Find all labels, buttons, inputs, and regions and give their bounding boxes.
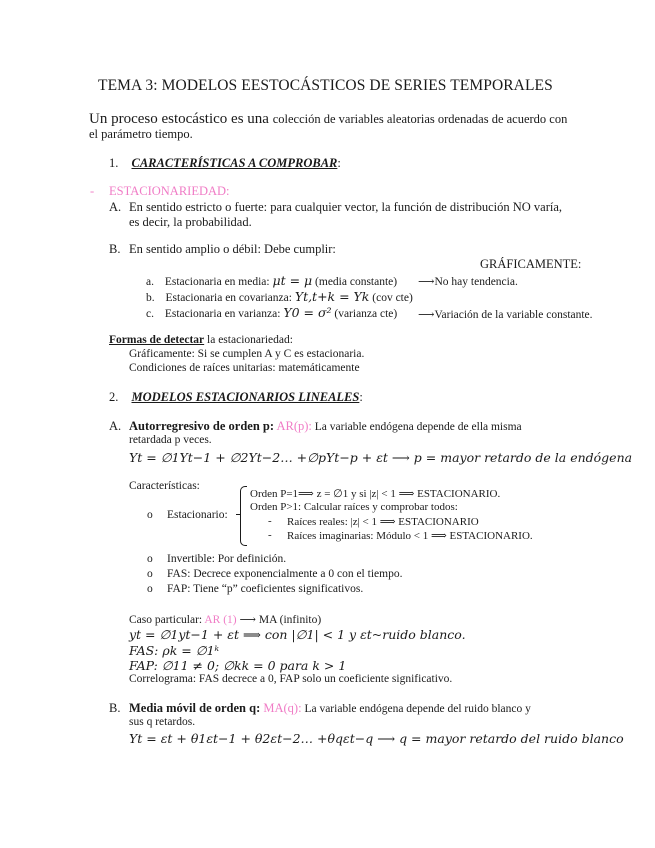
section1-num: 1. [109, 156, 119, 170]
condition-c-note: (varianza cte) [331, 308, 398, 320]
formas-heading [109, 334, 293, 346]
condition-c-label: Estacionaria en varianza: [164, 308, 284, 320]
formas-head: Formas de detectar [109, 334, 205, 346]
ar-formula: Yt = ∅1Yt−1 + ∅2Yt−2… +∅pYt−p + εt ⟶ p = mayor retardo de la endógena [129, 450, 633, 465]
section2-colon: : [359, 390, 363, 404]
condition-a-note: (media constante) [312, 276, 398, 288]
condition-c-arrow: ⟶Variación de la variable constante. [418, 309, 593, 321]
ar-prop-bullet-2: o [147, 568, 153, 580]
section2-title: MODELOS ESTACIONARIOS LINEALES [131, 390, 360, 404]
ar-eq1: yt = ∅1yt−1 + εt ⟹ con |∅1| < 1 y εt~ruido blanco. [129, 627, 466, 642]
ar-caracteristicas: Características: [129, 480, 200, 492]
ar-sub-dash-2: - [268, 529, 272, 541]
ar-estacionario-label: Estacionario: [167, 509, 228, 521]
ar-prop-bullet-3: o [147, 583, 153, 595]
graficamente-label: GRÁFICAMENTE: [480, 257, 582, 271]
ar-prop-bullet-1: o [147, 553, 153, 565]
sentido-b-letter: B. [109, 242, 121, 256]
formas-line1: Gráficamente: Si se cumplen A y C es estacionaria. [129, 348, 365, 360]
ar-caso-tag: AR (1) [204, 614, 237, 626]
ar-brace-line2: Orden P>1: Calcular raíces y comprobar todos: [250, 501, 458, 513]
ar-desc2: retardada p veces. [129, 434, 212, 446]
ar-estacionario-bullet: o [147, 509, 153, 521]
intro-part2: colección de variables aleatorias ordenadas de acuerdo con [272, 112, 568, 126]
ar-letter: A. [109, 419, 122, 433]
ar-caso-prefix: Caso particular: [129, 614, 205, 626]
condition-a-label: Estacionaria en media: [164, 276, 273, 288]
ar-head: Autorregresivo de orden p: [129, 419, 275, 433]
sentido-a-line1: En sentido estricto o fuerte: para cualquier vector, la función de distribución NO varía, [129, 200, 563, 214]
condition-b-math: Yt,t+k = Yk [294, 289, 370, 304]
formas-line2: Condiciones de raíces unitarias: matemáticamente [129, 362, 360, 374]
ma-tag: MA(q): [260, 701, 302, 715]
ar-desc1: La variable endógena depende de ella misma [311, 421, 522, 433]
ar-sub-dash-1: - [268, 515, 272, 527]
ma-desc1: La variable endógena depende del ruido blanco y [301, 703, 531, 715]
section1-title: CARACTERÍSTICAS A COMPROBAR [131, 156, 338, 170]
condition-c-math: Y0 = σ² [283, 305, 332, 320]
ar-brace-line1: Orden P=1⟹ z = ∅1 y si |z| < 1 ⟹ ESTACIONARIO. [250, 488, 501, 500]
brace-tip [236, 514, 240, 515]
intro-part1: Un proceso estocástico es una [89, 111, 273, 127]
formas-rest: la estacionariedad: [204, 334, 293, 346]
ar-heading [129, 419, 522, 434]
sentido-b-text: En sentido amplio o débil: Debe cumplir: [129, 242, 336, 256]
stationarity-heading: ESTACIONARIEDAD: [109, 184, 230, 198]
ar-correlograma: Correlograma: FAS decrece a 0, FAP solo un coeficiente significativo. [129, 673, 453, 685]
condition-c [146, 305, 397, 320]
ar-eq2: FAS: ρk = ∅1ᵏ [129, 643, 220, 658]
ar-eq3: FAP: ∅11 ≠ 0; ∅kk = 0 para k > 1 [129, 658, 347, 673]
intro-line2: el parámetro tiempo. [89, 127, 193, 141]
stationarity-dash: - [90, 184, 95, 198]
condition-b-note: (cov cte) [369, 292, 413, 304]
condition-b-letter: b. [146, 292, 155, 304]
sentido-a-letter: A. [109, 200, 122, 214]
section2-heading [109, 390, 363, 405]
ar-sub-text-1: Raíces reales: |z| < 1 ⟹ ESTACIONARIO [287, 516, 479, 528]
condition-a-math: μt = μ [272, 273, 313, 288]
ma-heading [129, 701, 531, 716]
ar-prop-1: Invertible: Por definición. [167, 553, 287, 565]
ar-caso-particular [129, 612, 321, 626]
ar-sub-text-2: Raíces imaginarias: Módulo < 1 ⟹ ESTACIONARIO. [287, 530, 533, 542]
ma-head: Media móvil de orden q: [129, 701, 261, 715]
section2-num: 2. [109, 390, 119, 404]
intro-paragraph [89, 110, 567, 128]
ar-tag: AR(p): [274, 419, 312, 433]
sentido-a-line2: es decir, la probabilidad. [129, 215, 252, 229]
ma-letter: B. [109, 701, 121, 715]
condition-b-label: Estacionaria en covarianza: [165, 292, 295, 304]
condition-a [146, 273, 397, 288]
section1-heading [109, 156, 341, 171]
brace [240, 486, 247, 546]
page-title: TEMA 3: MODELOS EESTOCÁSTICOS DE SERIES TEMPORALES [98, 77, 553, 94]
condition-a-arrow: ⟶No hay tendencia. [418, 276, 518, 288]
ma-desc2: sus q retardos. [129, 716, 196, 728]
ar-prop-2: FAS: Decrece exponencialmente a 0 con el tiempo. [167, 568, 403, 580]
ar-caso-rest: ⟶ MA (infinito) [236, 614, 322, 626]
ar-prop-3: FAP: Tiene “p” coeficientes significativos. [167, 583, 364, 595]
ma-formula: Yt = εt + θ1εt−1 + θ2εt−2… +θqεt−q ⟶ q = mayor retardo del ruido blanco [129, 731, 624, 746]
condition-b [146, 289, 413, 304]
section1-colon: : [337, 156, 341, 170]
condition-c-letter: c. [146, 308, 154, 320]
condition-a-letter: a. [146, 276, 154, 288]
